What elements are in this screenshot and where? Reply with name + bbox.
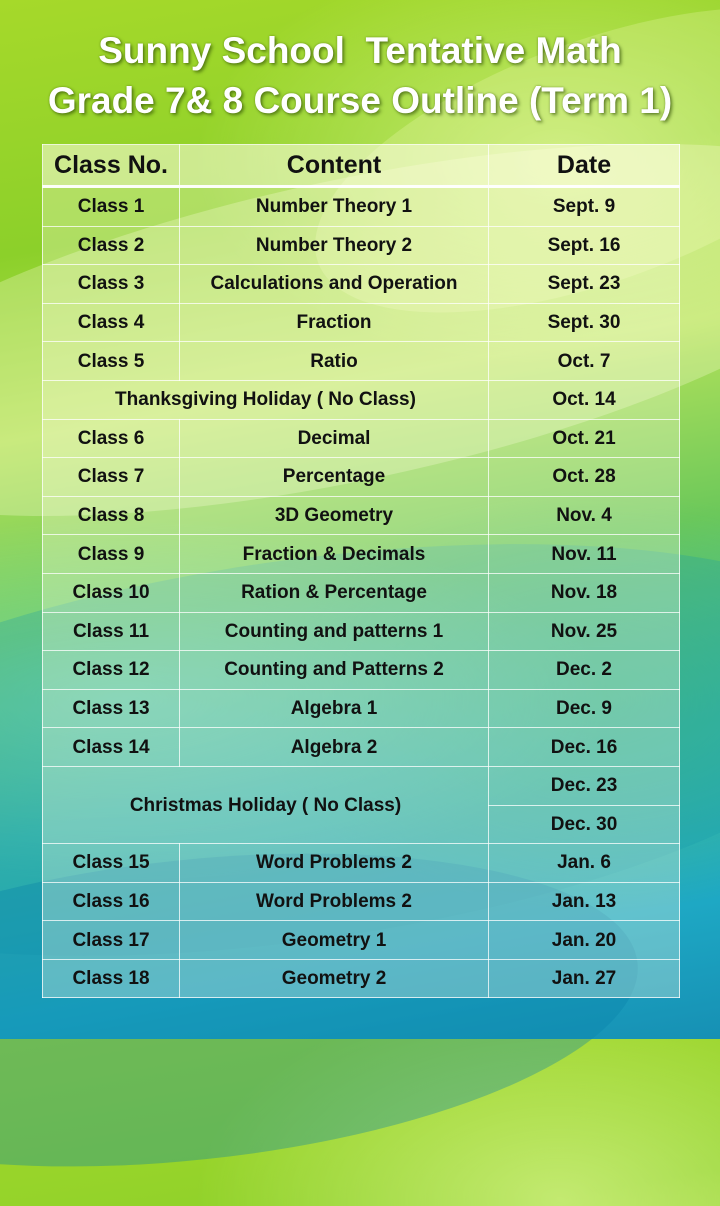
date-cell: Dec. 30 [489, 805, 680, 844]
table-row [43, 535, 680, 574]
class-cell: Class 18 [43, 959, 180, 998]
class-cell: Class 17 [43, 921, 180, 960]
date-cell: Oct. 7 [489, 342, 680, 381]
content-cell: Geometry 2 [180, 959, 489, 998]
date-cell: Sept. 16 [489, 226, 680, 265]
header-content: Content [180, 145, 489, 187]
holiday-row-thanksgiving [43, 380, 680, 419]
table-header-row [43, 145, 680, 187]
content-cell: 3D Geometry [180, 496, 489, 535]
class-cell: Class 6 [43, 419, 180, 458]
table-row [43, 419, 680, 458]
content-cell: Fraction [180, 303, 489, 342]
date-cell: Dec. 16 [489, 728, 680, 767]
date-cell: Dec. 2 [489, 651, 680, 690]
content-cell: Word Problems 2 [180, 844, 489, 883]
class-cell: Class 3 [43, 265, 180, 304]
content-cell: Number Theory 2 [180, 226, 489, 265]
table-row [43, 728, 680, 767]
class-cell: Class 9 [43, 535, 180, 574]
header-class-no: Class No. [43, 145, 180, 187]
date-cell: Oct. 28 [489, 458, 680, 497]
content-cell: Ration & Percentage [180, 573, 489, 612]
content-cell: Decimal [180, 419, 489, 458]
table-row [43, 342, 680, 381]
content-cell: Fraction & Decimals [180, 535, 489, 574]
table-row [43, 959, 680, 998]
header-date: Date [489, 145, 680, 187]
table-row [43, 303, 680, 342]
content-cell: Counting and Patterns 2 [180, 651, 489, 690]
date-cell: Oct. 14 [489, 380, 680, 419]
holiday-label: Christmas Holiday ( No Class) [43, 766, 489, 843]
holiday-row-christmas [43, 766, 680, 805]
content-cell: Number Theory 1 [180, 187, 489, 227]
table-row [43, 689, 680, 728]
content-cell: Calculations and Operation [180, 265, 489, 304]
date-cell: Jan. 27 [489, 959, 680, 998]
date-cell: Oct. 21 [489, 419, 680, 458]
table-row [43, 844, 680, 883]
date-cell: Nov. 18 [489, 573, 680, 612]
class-cell: Class 14 [43, 728, 180, 767]
class-cell: Class 16 [43, 882, 180, 921]
class-cell: Class 13 [43, 689, 180, 728]
class-cell: Class 12 [43, 651, 180, 690]
date-cell: Nov. 25 [489, 612, 680, 651]
class-cell: Class 8 [43, 496, 180, 535]
table-row [43, 496, 680, 535]
class-cell: Class 4 [43, 303, 180, 342]
date-cell: Dec. 9 [489, 689, 680, 728]
table-row [43, 573, 680, 612]
content-cell: Algebra 1 [180, 689, 489, 728]
content-cell: Word Problems 2 [180, 882, 489, 921]
table-row [43, 651, 680, 690]
table-row [43, 882, 680, 921]
date-cell: Jan. 20 [489, 921, 680, 960]
class-cell: Class 5 [43, 342, 180, 381]
date-cell: Nov. 11 [489, 535, 680, 574]
table-row [43, 921, 680, 960]
class-cell: Class 15 [43, 844, 180, 883]
class-cell: Class 1 [43, 187, 180, 227]
content-cell: Geometry 1 [180, 921, 489, 960]
page-title-line-1: Sunny School Tentative Math [98, 30, 622, 71]
table-row [43, 612, 680, 651]
course-outline-table [42, 144, 680, 998]
date-cell: Sept. 23 [489, 265, 680, 304]
date-cell: Nov. 4 [489, 496, 680, 535]
content-cell: Ratio [180, 342, 489, 381]
date-cell: Jan. 13 [489, 882, 680, 921]
page-title-line-2: Grade 7& 8 Course Outline (Term 1) [47, 80, 673, 121]
content-cell: Percentage [180, 458, 489, 497]
table-row [43, 265, 680, 304]
content-cell: Counting and patterns 1 [180, 612, 489, 651]
date-cell: Sept. 9 [489, 187, 680, 227]
class-cell: Class 11 [43, 612, 180, 651]
table-row [43, 458, 680, 497]
content-cell: Algebra 2 [180, 728, 489, 767]
date-cell: Jan. 6 [489, 844, 680, 883]
class-cell: Class 7 [43, 458, 180, 497]
date-cell: Sept. 30 [489, 303, 680, 342]
date-cell: Dec. 23 [489, 766, 680, 805]
class-cell: Class 10 [43, 573, 180, 612]
holiday-label: Thanksgiving Holiday ( No Class) [43, 380, 489, 419]
table-row [43, 226, 680, 265]
table-row [43, 187, 680, 227]
class-cell: Class 2 [43, 226, 180, 265]
